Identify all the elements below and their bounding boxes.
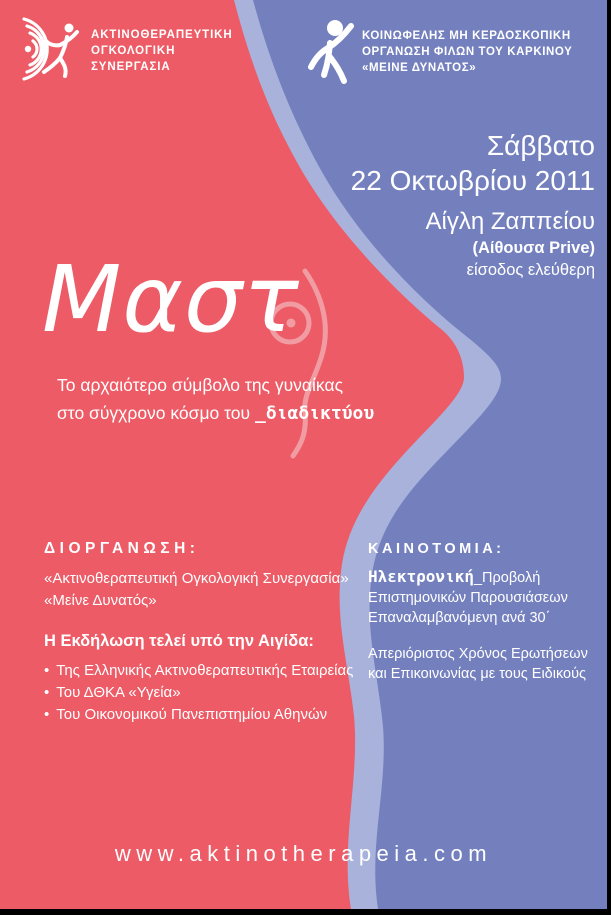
left-org-line2: ΟΓΚΟΛΟΓΙΚΗ [91,45,176,57]
auspices-item-label: Του Οικονομικού Πανεπιστημίου Αθηνών [56,706,328,723]
right-org-line3: «ΜΕΙΝΕ ΔΥΝΑΤΟΣ» [362,62,477,74]
event-venue: Αίγλη Ζαππείου [425,208,595,235]
innovation-line2: Επιστημονικών Παρουσιάσεων [368,590,568,606]
auspices-item-label: Του ΔΘΚΑ «Υγεία» [56,684,181,701]
innovation-line4: Απεριόριστος Χρόνος Ερωτήσεων [368,646,588,662]
innovation-line5: και Επικοινωνίας με τους Ειδικούς [368,665,587,682]
scan-edge-bottom [0,909,611,915]
electronic-word: Ηλεκτρονική [368,567,474,586]
radiotherapy-logo-icon [20,17,82,81]
event-details [351,128,595,282]
right-org-line1: ΚΟΙΝΩΦΕΛΗΣ ΜΗ ΚΕΡΔΟΣΚΟΠΙΚΗ [362,30,571,42]
innovation-line1 [368,566,596,589]
innovation-heading: ΚΑΙΝΟΤΟΜΙΑ: [368,541,505,557]
poster-subtitle [57,371,374,428]
subtitle-internet-word: _διαδικτύου [254,403,375,424]
subtitle-line2 [57,399,374,428]
event-room: (Αίθουσα Prive) [472,239,595,257]
right-org-name [362,28,572,76]
bullet-icon: • [44,706,50,723]
organizer-2: «Μείνε Δυνατός» [44,592,157,609]
innovation-line3: Επαναλαμβανόμενη ανά 30΄ [368,609,551,626]
left-org-name [91,27,233,75]
poster-title: Μαστ [42,246,300,353]
left-org-line1: ΑΚΤΙΝΟΘΕΡΑΠΕΥΤΙΚΗ [91,29,233,41]
event-admission: είσοδος ελεύθερη [466,261,595,279]
bullet-icon: • [44,684,50,701]
innovation-line1-rest: _Προβολή [473,570,541,586]
subtitle-line2-prefix: στο σύγχρονο κόσμο του [57,403,255,423]
organizer-1: «Ακτινοθεραπευτική Ογκολογική Συνεργασία» [44,570,349,587]
scan-edge-right [607,0,611,915]
event-day: Σάββατο [486,130,595,161]
auspices-item [44,660,366,682]
bullet-icon: • [44,662,50,679]
auspices-item [44,682,366,704]
spacer [368,628,596,645]
right-org-line2: ΟΡΓΑΝΩΣΗ ΦΙΛΩΝ ΤΟΥ ΚΑΡΚΙΝΟΥ [362,46,573,58]
stay-strong-logo-icon [306,17,358,87]
left-org-line3: ΣΥΝΕΡΓΑΣΙΑ [91,61,171,73]
auspices-item-label: Της Ελληνικής Ακτινοθεραπευτικής Εταιρείας [56,662,354,679]
innovation-section [368,541,596,684]
auspices-list [44,660,366,726]
auspices-item [44,704,366,726]
event-date: 22 Οκτωβρίου 2011 [350,165,595,196]
organization-section [44,540,366,726]
subtitle-line1: Το αρχαιότερο σύμβολο της γυναίκας [57,375,344,395]
organization-heading: ΔΙΟΡΓΑΝΩΣΗ: [44,540,200,557]
auspices-heading: Η Εκδήλωση τελεί υπό την Αιγίδα: [44,632,314,650]
website-url: www.aktinotherapeia.com [114,841,493,866]
